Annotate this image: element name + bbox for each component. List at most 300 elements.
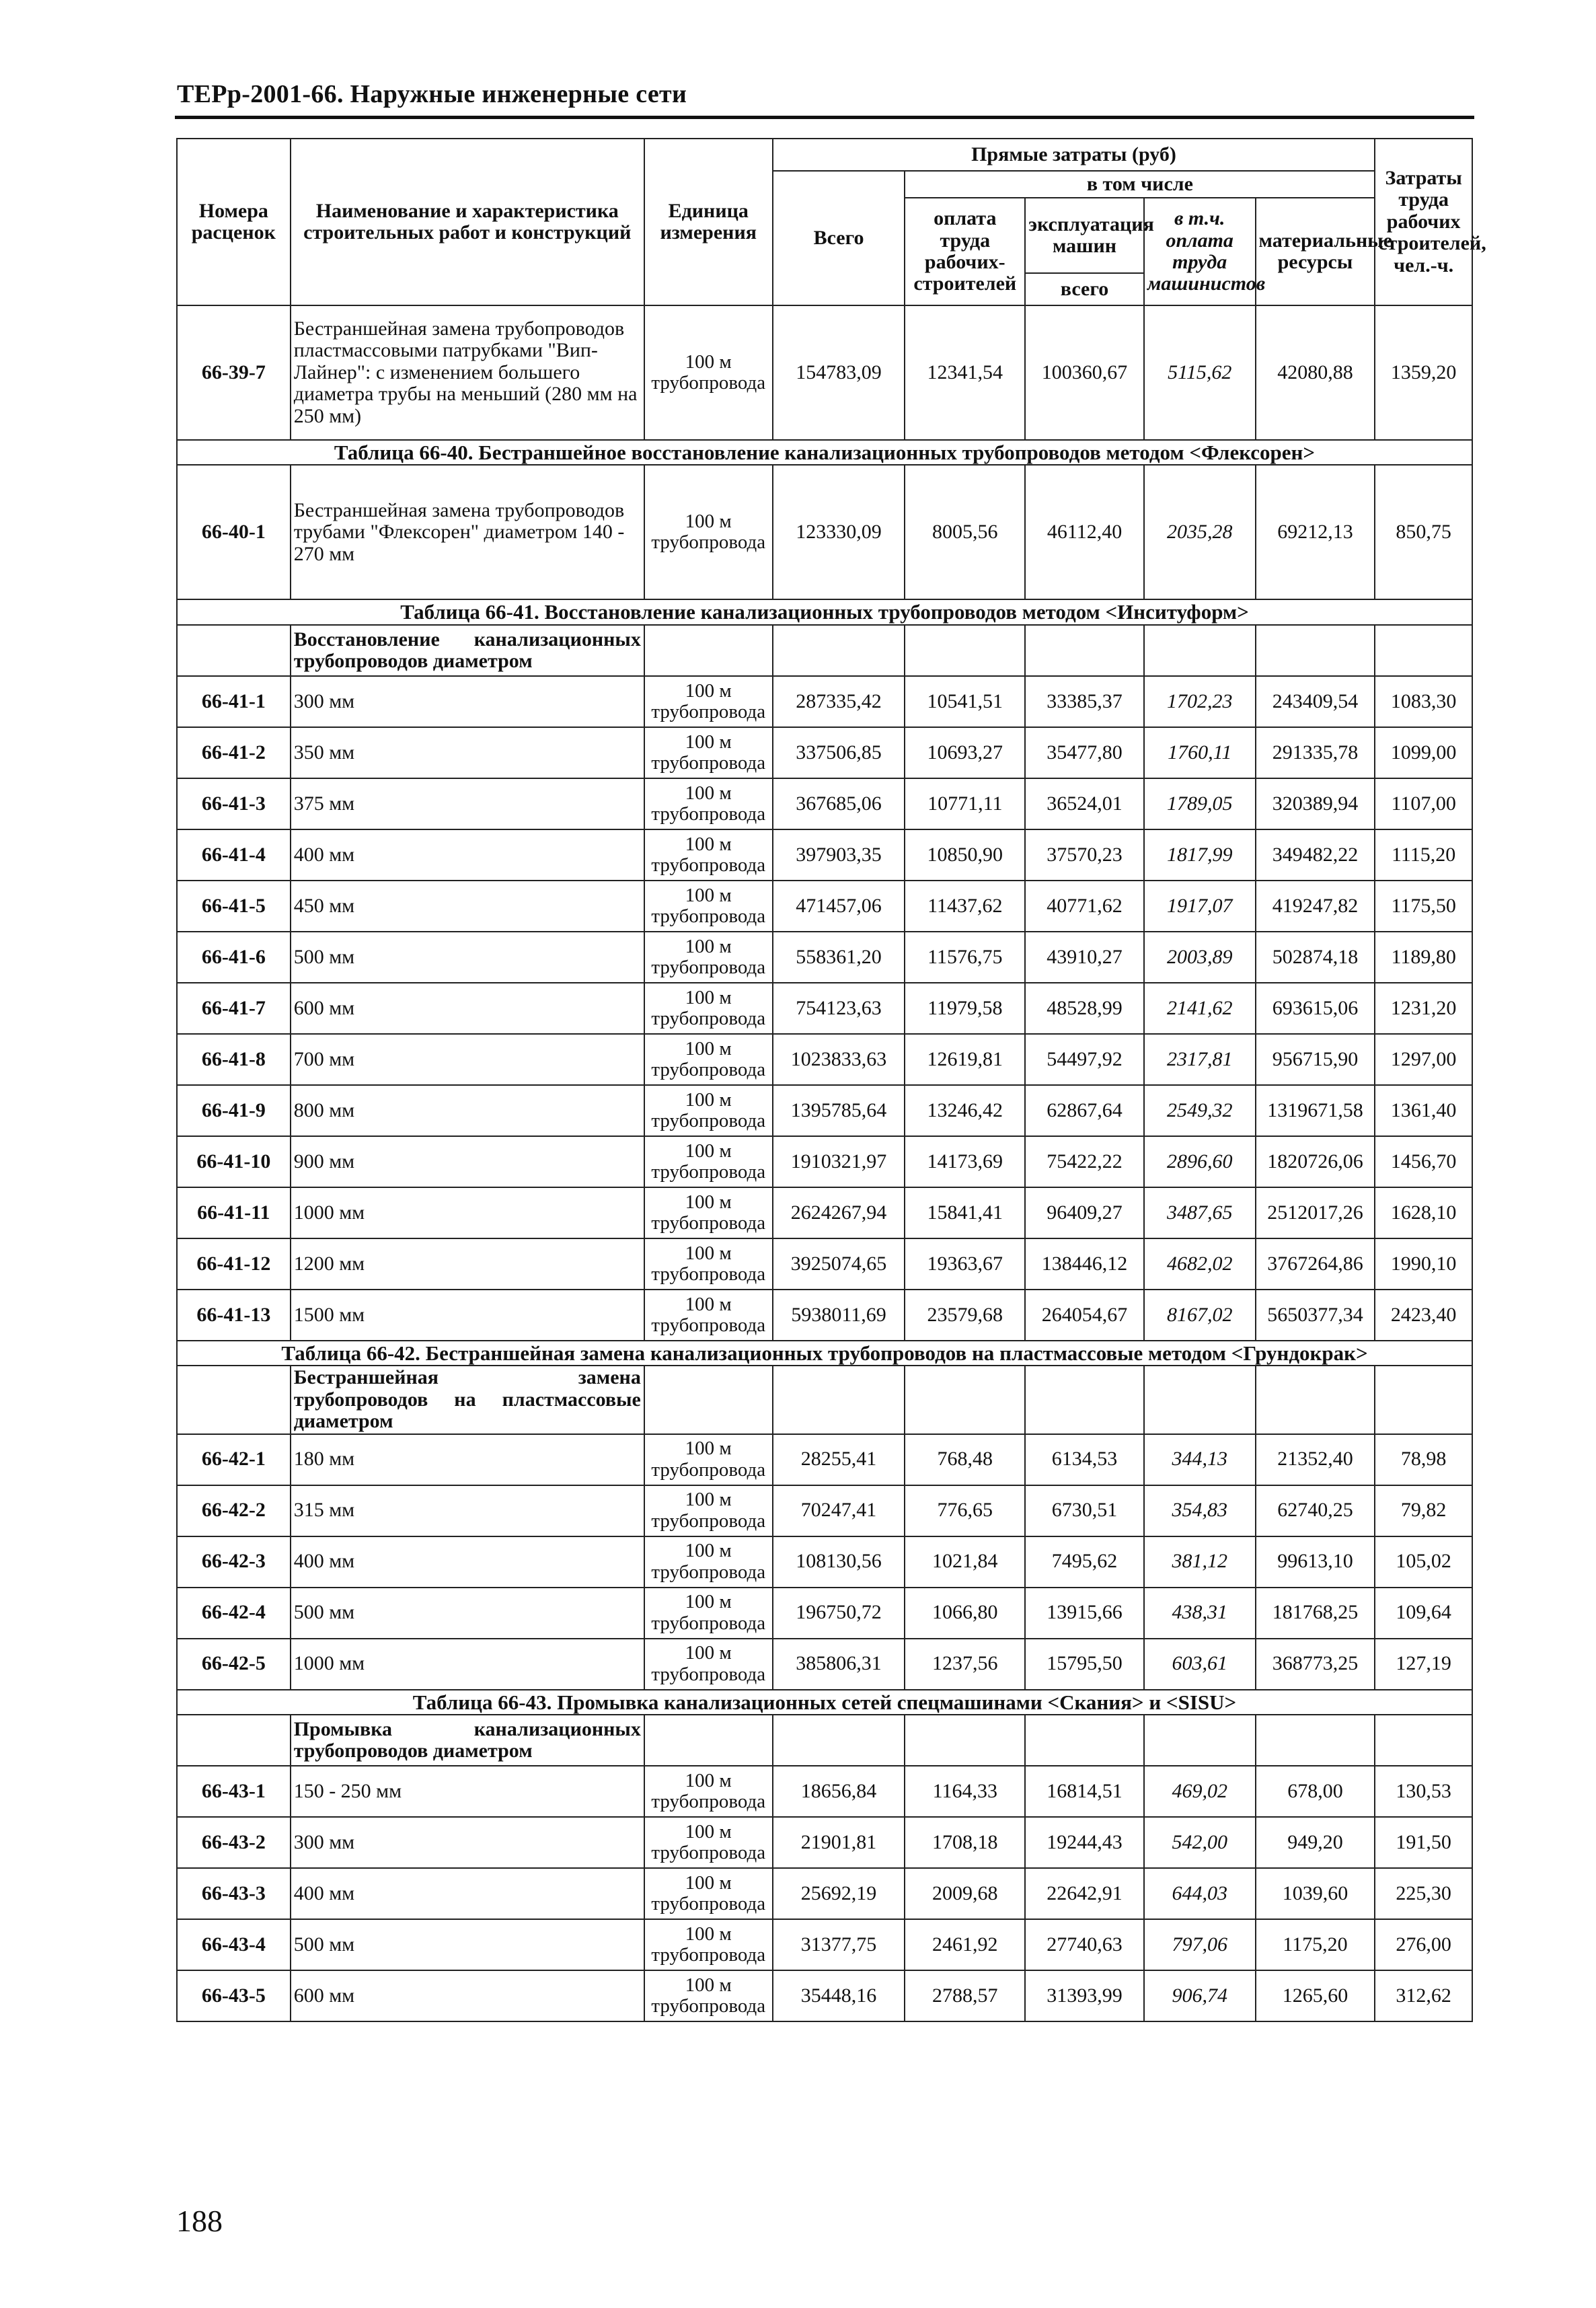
empty-cell [1025,625,1144,676]
materials-cost: 181768,25 [1256,1588,1375,1639]
machine-operator-wages: 469,02 [1144,1766,1256,1817]
machine-operator-wages: 542,00 [1144,1817,1256,1868]
materials-cost: 693615,06 [1256,983,1375,1034]
table-row [177,1085,1472,1136]
empty-cell [1144,1715,1256,1766]
table-caption: Таблица 66-42. Бестраншейная замена канализационных трубопроводов на пластмассовые методом <Грундокрак> [177,1341,1472,1366]
table-caption-row [177,440,1472,465]
table-row [177,983,1472,1034]
machine-operation-cost: 35477,80 [1025,727,1144,778]
labor-hours: 1175,50 [1375,881,1472,932]
col-header-wages: оплата труда рабочих-строителей [905,198,1025,305]
machine-operator-wages: 2035,28 [1144,465,1256,599]
empty-cell [905,1715,1025,1766]
table-caption-row [177,599,1472,624]
wages-cost: 1021,84 [905,1536,1025,1588]
work-description: 315 мм [291,1485,644,1536]
machine-operation-cost: 46112,40 [1025,465,1144,599]
total-cost: 558361,20 [773,932,905,983]
table-row [177,1290,1472,1341]
table-row [177,1187,1472,1238]
rate-code: 66-42-3 [177,1536,291,1588]
wages-cost: 23579,68 [905,1290,1025,1341]
labor-hours: 2423,40 [1375,1290,1472,1341]
total-cost: 337506,85 [773,727,905,778]
wages-cost: 14173,69 [905,1136,1025,1187]
unit-of-measure: 100 м трубопровода [644,1085,773,1136]
materials-cost: 2512017,26 [1256,1187,1375,1238]
page-number: 188 [176,2204,223,2238]
machine-operator-wages: 603,61 [1144,1639,1256,1690]
materials-cost: 5650377,34 [1256,1290,1375,1341]
unit-of-measure: 100 м трубопровода [644,1919,773,1970]
col-header-code: Номера расценок [177,139,291,305]
unit-of-measure: 100 м трубопровода [644,1136,773,1187]
labor-hours: 1456,70 [1375,1136,1472,1187]
materials-cost: 349482,22 [1256,829,1375,881]
work-description: 1000 мм [291,1187,644,1238]
machine-operator-wages: 2003,89 [1144,932,1256,983]
machine-operator-wages: 344,13 [1144,1434,1256,1485]
wages-cost: 10850,90 [905,829,1025,881]
table-row [177,1639,1472,1690]
rate-code: 66-41-12 [177,1238,291,1290]
unit-of-measure: 100 м трубопровода [644,1034,773,1085]
empty-cell [177,1715,291,1766]
rate-code: 66-41-3 [177,778,291,829]
unit-of-measure: 100 м трубопровода [644,305,773,440]
table-row [177,881,1472,932]
materials-cost: 1039,60 [1256,1868,1375,1919]
materials-cost: 368773,25 [1256,1639,1375,1690]
work-description: 1200 мм [291,1238,644,1290]
work-description: 600 мм [291,983,644,1034]
total-cost: 70247,41 [773,1485,905,1536]
col-header-materials: материальные ресурсы [1256,198,1375,305]
work-description: 1000 мм [291,1639,644,1690]
unit-of-measure: 100 м трубопровода [644,1766,773,1817]
rate-code: 66-41-5 [177,881,291,932]
machine-operator-wages: 5115,62 [1144,305,1256,440]
table-caption: Таблица 66-40. Бестраншейное восстановление канализационных трубопроводов методом <Флексорен> [177,440,1472,465]
machine-operation-cost: 100360,67 [1025,305,1144,440]
rate-code: 66-43-2 [177,1817,291,1868]
materials-cost: 243409,54 [1256,676,1375,727]
machine-operator-wages: 1817,99 [1144,829,1256,881]
total-cost: 287335,42 [773,676,905,727]
table-row [177,1536,1472,1588]
machine-operator-wages: 1917,07 [1144,881,1256,932]
rates-table [176,138,1486,2022]
rate-code: 66-41-7 [177,983,291,1034]
col-header-name: Наименование и характеристика строительных работ и конструкций [291,139,644,305]
machine-operator-wages: 2549,32 [1144,1085,1256,1136]
materials-cost: 419247,82 [1256,881,1375,932]
wages-cost: 19363,67 [905,1238,1025,1290]
machine-operation-cost: 62867,64 [1025,1085,1144,1136]
wages-cost: 12619,81 [905,1034,1025,1085]
group-title-row [177,1366,1472,1434]
labor-hours: 1297,00 [1375,1034,1472,1085]
machine-operator-wages: 3487,65 [1144,1187,1256,1238]
labor-hours: 1115,20 [1375,829,1472,881]
unit-of-measure: 100 м трубопровода [644,676,773,727]
machine-operation-cost: 40771,62 [1025,881,1144,932]
empty-cell [177,625,291,676]
table-row [177,305,1472,440]
wages-cost: 12341,54 [905,305,1025,440]
total-cost: 367685,06 [773,778,905,829]
wages-cost: 10541,51 [905,676,1025,727]
rate-code: 66-41-4 [177,829,291,881]
wages-cost: 10693,27 [905,727,1025,778]
materials-cost: 62740,25 [1256,1485,1375,1536]
total-cost: 397903,35 [773,829,905,881]
work-description: 300 мм [291,1817,644,1868]
machine-operation-cost: 19244,43 [1025,1817,1144,1868]
total-cost: 154783,09 [773,305,905,440]
work-description: 900 мм [291,1136,644,1187]
wages-cost: 776,65 [905,1485,1025,1536]
work-description: Бестраншейная замена трубопроводов трубами "Флексорен" диаметром 140 - 270 мм [291,465,644,599]
col-header-total: Всего [773,171,905,305]
labor-hours: 109,64 [1375,1588,1472,1639]
unit-of-measure: 100 м трубопровода [644,1187,773,1238]
labor-hours: 1107,00 [1375,778,1472,829]
total-cost: 31377,75 [773,1919,905,1970]
wages-cost: 1708,18 [905,1817,1025,1868]
labor-hours: 1361,40 [1375,1085,1472,1136]
machine-operation-cost: 264054,67 [1025,1290,1144,1341]
page-title: ТЕРр-2001-66. Наружные инженерные сети [177,80,687,108]
wages-cost: 768,48 [905,1434,1025,1485]
work-description: 500 мм [291,1919,644,1970]
rate-code: 66-41-2 [177,727,291,778]
materials-cost: 1265,60 [1256,1970,1375,2021]
machine-operator-wages: 1760,11 [1144,727,1256,778]
machine-operator-wages: 8167,02 [1144,1290,1256,1341]
unit-of-measure: 100 м трубопровода [644,1238,773,1290]
machine-operation-cost: 13915,66 [1025,1588,1144,1639]
group-title: Промывка канализационных трубопроводов диаметром [291,1715,644,1766]
labor-hours: 127,19 [1375,1639,1472,1690]
table-row [177,1034,1472,1085]
table-body [177,305,1472,2021]
empty-cell [1025,1715,1144,1766]
table-row [177,676,1472,727]
rate-code: 66-43-5 [177,1970,291,2021]
machine-operator-wages: 4682,02 [1144,1238,1256,1290]
rate-code: 66-41-10 [177,1136,291,1187]
rate-code: 66-43-4 [177,1919,291,1970]
col-header-direct-costs: Прямые затраты (руб) [773,139,1375,171]
group-title-row [177,625,1472,676]
rate-code: 66-40-1 [177,465,291,599]
materials-cost: 1175,20 [1256,1919,1375,1970]
unit-of-measure: 100 м трубопровода [644,881,773,932]
total-cost: 21901,81 [773,1817,905,1868]
machine-operation-cost: 54497,92 [1025,1034,1144,1085]
materials-cost: 678,00 [1256,1766,1375,1817]
machine-operation-cost: 31393,99 [1025,1970,1144,2021]
empty-cell [644,1715,773,1766]
machine-operator-wages: 381,12 [1144,1536,1256,1588]
rate-code: 66-41-8 [177,1034,291,1085]
empty-cell [177,1366,291,1434]
work-description: 375 мм [291,778,644,829]
work-description: 450 мм [291,881,644,932]
unit-of-measure: 100 м трубопровода [644,1817,773,1868]
col-header-machine-operation: эксплуатация машин [1025,198,1144,273]
machine-operator-wages: 2317,81 [1144,1034,1256,1085]
wages-cost: 2461,92 [905,1919,1025,1970]
table-caption-row [177,1690,1472,1715]
unit-of-measure: 100 м трубопровода [644,829,773,881]
machine-operation-cost: 96409,27 [1025,1187,1144,1238]
empty-cell [1375,1715,1472,1766]
total-cost: 754123,63 [773,983,905,1034]
wages-cost: 1164,33 [905,1766,1025,1817]
empty-cell [1025,1366,1144,1434]
col-header-machine-wages: в т.ч. оплата труда машинистов [1144,198,1256,305]
empty-cell [773,1715,905,1766]
wages-cost: 8005,56 [905,465,1025,599]
rate-code: 66-42-5 [177,1639,291,1690]
machine-operation-cost: 16814,51 [1025,1766,1144,1817]
rate-code: 66-39-7 [177,305,291,440]
empty-cell [1375,625,1472,676]
labor-hours: 1628,10 [1375,1187,1472,1238]
machine-operator-wages: 438,31 [1144,1588,1256,1639]
labor-hours: 1083,30 [1375,676,1472,727]
labor-hours: 1359,20 [1375,305,1472,440]
work-description: 500 мм [291,1588,644,1639]
table-caption: Таблица 66-43. Промывка канализационных сетей спецмашинами <Скания> и <SISU> [177,1690,1472,1715]
machine-operation-cost: 22642,91 [1025,1868,1144,1919]
machine-operator-wages: 644,03 [1144,1868,1256,1919]
materials-cost: 3767264,86 [1256,1238,1375,1290]
work-description: Бестраншейная замена трубопроводов пластмассовыми патрубками "Вип-Лайнер": с изменением большего диаметра трубы на меньший (280 мм на 250 мм) [291,305,644,440]
machine-operation-cost: 7495,62 [1025,1536,1144,1588]
labor-hours: 312,62 [1375,1970,1472,2021]
table-row [177,1919,1472,1970]
materials-cost: 99613,10 [1256,1536,1375,1588]
total-cost: 108130,56 [773,1536,905,1588]
total-cost: 18656,84 [773,1766,905,1817]
rate-code: 66-42-4 [177,1588,291,1639]
empty-cell [1375,1366,1472,1434]
labor-hours: 105,02 [1375,1536,1472,1588]
table-caption: Таблица 66-41. Восстановление канализационных трубопроводов методом <Инситуформ> [177,599,1472,624]
materials-cost: 956715,90 [1256,1034,1375,1085]
wages-cost: 1237,56 [905,1639,1025,1690]
labor-hours: 1231,20 [1375,983,1472,1034]
table-row [177,1817,1472,1868]
col-header-including: в том числе [905,171,1375,198]
machine-operation-cost: 37570,23 [1025,829,1144,881]
machine-operation-cost: 33385,37 [1025,676,1144,727]
rate-code: 66-42-2 [177,1485,291,1536]
unit-of-measure: 100 м трубопровода [644,1868,773,1919]
col-header-machine-total: всего [1025,273,1144,305]
group-title: Восстановление канализационных трубопроводов диаметром [291,625,644,676]
table-row [177,1238,1472,1290]
work-description: 1500 мм [291,1290,644,1341]
total-cost: 35448,16 [773,1970,905,2021]
wages-cost: 11576,75 [905,932,1025,983]
materials-cost: 949,20 [1256,1817,1375,1868]
table-caption-row [177,1341,1472,1366]
labor-hours: 276,00 [1375,1919,1472,1970]
materials-cost: 320389,94 [1256,778,1375,829]
table-row [177,727,1472,778]
unit-of-measure: 100 м трубопровода [644,778,773,829]
machine-operation-cost: 138446,12 [1025,1238,1144,1290]
total-cost: 123330,09 [773,465,905,599]
work-description: 300 мм [291,676,644,727]
empty-cell [644,1366,773,1434]
wages-cost: 11437,62 [905,881,1025,932]
rate-code: 66-42-1 [177,1434,291,1485]
labor-hours: 1189,80 [1375,932,1472,983]
machine-operation-cost: 43910,27 [1025,932,1144,983]
work-description: 600 мм [291,1970,644,2021]
rate-code: 66-41-1 [177,676,291,727]
empty-cell [773,1366,905,1434]
empty-cell [1256,1715,1375,1766]
table-row [177,465,1472,599]
empty-cell [1256,625,1375,676]
work-description: 150 - 250 мм [291,1766,644,1817]
wages-cost: 10771,11 [905,778,1025,829]
rate-code: 66-41-13 [177,1290,291,1341]
work-description: 400 мм [291,829,644,881]
machine-operator-wages: 354,83 [1144,1485,1256,1536]
wages-cost: 1066,80 [905,1588,1025,1639]
work-description: 400 мм [291,1536,644,1588]
unit-of-measure: 100 м трубопровода [644,1588,773,1639]
rate-code: 66-41-6 [177,932,291,983]
labor-hours: 79,82 [1375,1485,1472,1536]
total-cost: 5938011,69 [773,1290,905,1341]
materials-cost: 21352,40 [1256,1434,1375,1485]
unit-of-measure: 100 м трубопровода [644,983,773,1034]
table-row [177,1136,1472,1187]
work-description: 350 мм [291,727,644,778]
unit-of-measure: 100 м трубопровода [644,1970,773,2021]
unit-of-measure: 100 м трубопровода [644,1485,773,1536]
col-header-unit: Единица измерения [644,139,773,305]
labor-hours: 850,75 [1375,465,1472,599]
group-title-row [177,1715,1472,1766]
table-row [177,1868,1472,1919]
total-cost: 1395785,64 [773,1085,905,1136]
machine-operation-cost: 48528,99 [1025,983,1144,1034]
total-cost: 1910321,97 [773,1136,905,1187]
table-row [177,829,1472,881]
total-cost: 28255,41 [773,1434,905,1485]
machine-operation-cost: 6134,53 [1025,1434,1144,1485]
unit-of-measure: 100 м трубопровода [644,1290,773,1341]
unit-of-measure: 100 м трубопровода [644,727,773,778]
unit-of-measure: 100 м трубопровода [644,1434,773,1485]
labor-hours: 191,50 [1375,1817,1472,1868]
group-title: Бестраншейная замена трубопроводов на пластмассовые диаметром [291,1366,644,1434]
wages-cost: 2009,68 [905,1868,1025,1919]
total-cost: 3925074,65 [773,1238,905,1290]
table-header [177,139,1486,305]
rate-code: 66-43-1 [177,1766,291,1817]
labor-hours: 1990,10 [1375,1238,1472,1290]
empty-cell [644,625,773,676]
machine-operator-wages: 906,74 [1144,1970,1256,2021]
machine-operator-wages: 797,06 [1144,1919,1256,1970]
machine-operation-cost: 6730,51 [1025,1485,1144,1536]
materials-cost: 502874,18 [1256,932,1375,983]
empty-cell [1144,625,1256,676]
work-description: 800 мм [291,1085,644,1136]
total-cost: 25692,19 [773,1868,905,1919]
work-description: 700 мм [291,1034,644,1085]
wages-cost: 15841,41 [905,1187,1025,1238]
table-row [177,1485,1472,1536]
labor-hours: 225,30 [1375,1868,1472,1919]
empty-cell [905,625,1025,676]
unit-of-measure: 100 м трубопровода [644,465,773,599]
machine-operator-wages: 2896,60 [1144,1136,1256,1187]
table-row [177,932,1472,983]
work-description: 500 мм [291,932,644,983]
machine-operator-wages: 1702,23 [1144,676,1256,727]
total-cost: 385806,31 [773,1639,905,1690]
unit-of-measure: 100 м трубопровода [644,1639,773,1690]
table-row [177,1588,1472,1639]
machine-operator-wages: 1789,05 [1144,778,1256,829]
materials-cost: 1820726,06 [1256,1136,1375,1187]
machine-operator-wages: 2141,62 [1144,983,1256,1034]
materials-cost: 1319671,58 [1256,1085,1375,1136]
machine-operation-cost: 15795,50 [1025,1639,1144,1690]
table-row [177,1766,1472,1817]
unit-of-measure: 100 м трубопровода [644,1536,773,1588]
header-rule [175,116,1474,119]
total-cost: 471457,06 [773,881,905,932]
materials-cost: 42080,88 [1256,305,1375,440]
rate-code: 66-41-11 [177,1187,291,1238]
total-cost: 2624267,94 [773,1187,905,1238]
empty-cell [1256,1366,1375,1434]
wages-cost: 11979,58 [905,983,1025,1034]
labor-hours: 1099,00 [1375,727,1472,778]
wages-cost: 2788,57 [905,1970,1025,2021]
wages-cost: 13246,42 [905,1085,1025,1136]
machine-operation-cost: 75422,22 [1025,1136,1144,1187]
empty-cell [773,625,905,676]
materials-cost: 291335,78 [1256,727,1375,778]
total-cost: 196750,72 [773,1588,905,1639]
rate-code: 66-41-9 [177,1085,291,1136]
work-description: 180 мм [291,1434,644,1485]
labor-hours: 78,98 [1375,1434,1472,1485]
labor-hours: 130,53 [1375,1766,1472,1817]
total-cost: 1023833,63 [773,1034,905,1085]
machine-operation-cost: 27740,63 [1025,1919,1144,1970]
empty-cell [1144,1366,1256,1434]
empty-cell [905,1366,1025,1434]
table-row [177,1970,1472,2021]
rate-code: 66-43-3 [177,1868,291,1919]
table-row [177,1434,1472,1485]
